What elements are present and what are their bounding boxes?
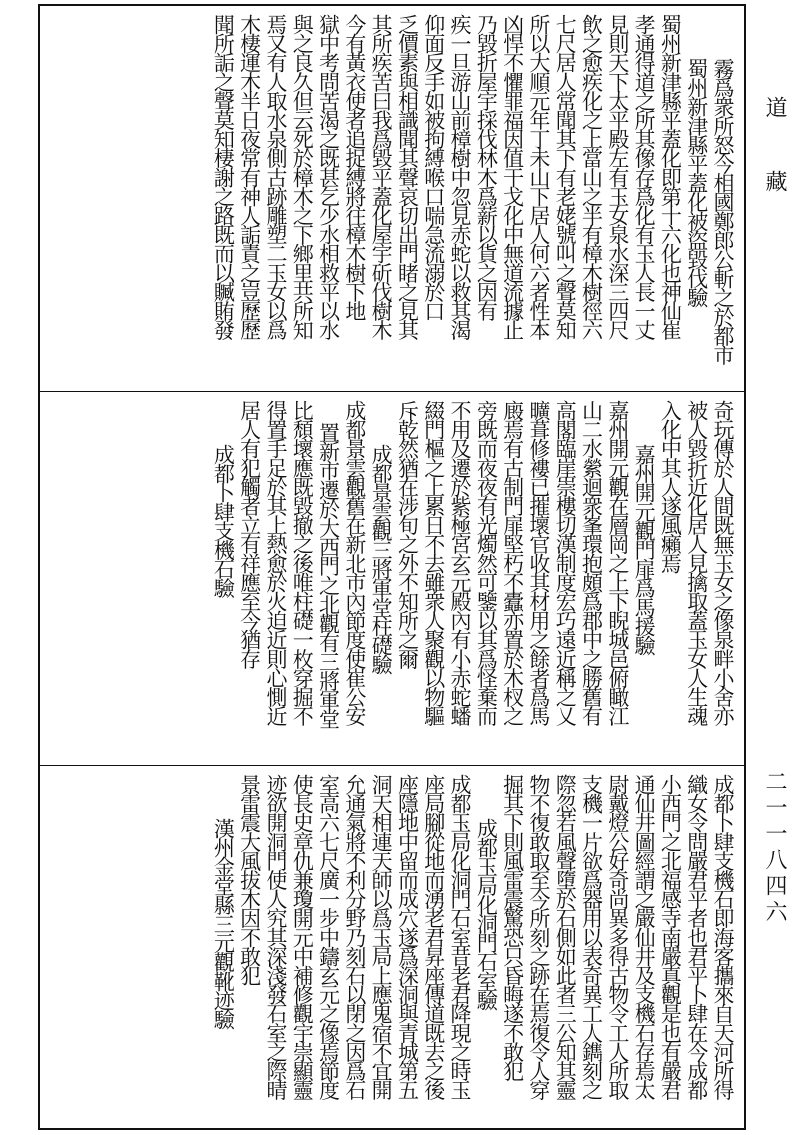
text-column: 獄中考問苦渴之既甚乞少水相救平以水 [316, 14, 341, 339]
section-heading: 成都景雲觀三將軍堂柱礎驗 [369, 444, 394, 674]
text-column: 廄焉有古制門扉堅朽不蠹亦置於木杈之 [500, 400, 525, 725]
text-column: 得置手足於其上熱愈於火迫近則心惻近 [263, 400, 288, 725]
text-column: 允通氣將不利分野乃刻石以閉之因爲石 [342, 774, 367, 1099]
text-column: 奇玩傳於人間既無玉女之像泉畔小舍亦 [711, 400, 735, 725]
text-column: 霧爲衆所怒今相國鄭郎公斬之於都市 [711, 58, 735, 364]
panel-middle [40, 391, 744, 763]
text-column: 焉又有人取水泉側古跡雕塑二玉女以爲 [263, 14, 288, 339]
panel-top [40, 6, 744, 389]
panel-middle-columns [48, 400, 736, 755]
section-heading: 漢州金堂縣三元觀靴迹驗 [211, 818, 236, 1029]
text-column: 掘其下則風雷震驚恐只昏晦遂不敢犯 [500, 774, 525, 1080]
text-column: 置新市遷於大西門之北觀有三將軍堂 [316, 422, 341, 728]
text-column: 物不復敢取至今所刻之跡在焉復令人穿 [526, 774, 551, 1099]
text-column: 飲之愈疾化之上當山之半有樟木樹徑六 [579, 14, 604, 339]
text-column: 聞所詬之聲莫知棲謝之路既而以贓賄發 [211, 14, 236, 339]
text-column: 疾一旦游山前樟樹中忽見赤蛇以救其渴 [448, 14, 473, 339]
text-column: 與之良久但云死於樟木之下鄉里共所知 [290, 14, 315, 339]
text-column: 洞天相連天師以爲玉局上應鬼宿不宜開 [369, 774, 394, 1099]
text-column: 小西門之北福感寺南嚴真觀是也有嚴君 [658, 774, 683, 1099]
text-column: 座局腳從地而湧老君昇座傳道既去之後 [421, 774, 446, 1099]
text-column: 被人毀折近化居人見擒取蓋玉女人生魂 [684, 400, 709, 725]
page-frame [38, 4, 746, 1130]
text-column: 七尺居人常聞其下有老姥號叫之聲莫知 [553, 14, 578, 339]
text-column: 支機一片欲爲器用以表奇異工人鐫刻之 [579, 774, 604, 1099]
text-column: 仰面反手如被拘縛喉口喘急流溺於口 [421, 14, 446, 320]
text-column: 乃毀折屋宇採伐林木爲薪以貨之因有 [474, 14, 499, 320]
text-column: 乏價素與相識聞其聲哀切出門睹之見其 [395, 14, 420, 339]
panel-bottom [40, 765, 744, 1128]
text-column: 木棲運木半日夜常有神人詬責之豈歷歷 [237, 14, 262, 339]
text-column: 使長史章仇兼瓊開元中補修觀宇崇顯靈 [290, 774, 315, 1099]
text-column: 高閣臨崖崇樓切漢制度宏巧遠近稱之乂 [553, 400, 578, 725]
section-heading: 蜀州新津縣平蓋化被盜毀伐驗 [684, 58, 709, 307]
text-column: 居人有犯觸者立有祥應至今猶存 [237, 400, 262, 668]
section-heading: 成都卜肆支機石驗 [211, 444, 236, 597]
text-column: 景雷震大風拔木因不敢犯 [237, 774, 262, 985]
text-column: 室高六七尺廣一步中鑄玄元之像焉節度 [316, 774, 341, 1099]
text-column: 今有黃衣使者追捉縛將往樟木樹下地 [342, 14, 367, 320]
text-column: 斥乾然猶在涉旬之外不知所之爾 [395, 400, 420, 668]
text-column: 所以大順元年丁未山下居人何六者性本 [526, 14, 551, 339]
text-column: 成都玉局化洞門石室昔老君降現之時玉 [448, 774, 473, 1099]
text-column: 見則天下太平殿左有玉女泉水深三四尺 [605, 14, 630, 339]
text-column: 山二水縈迴衆峯環抱頗爲郡中之勝舊有 [579, 400, 604, 725]
text-column: 凶悍不懼罪福因值干戈化中無道流據止 [500, 14, 525, 339]
text-column: 入化中其人遂風癩焉 [658, 400, 683, 572]
section-heading: 嘉州開元觀門扉爲馬援驗 [632, 444, 657, 655]
section-heading: 成都玉局化洞門石室驗 [474, 818, 499, 1010]
text-column: 成都景雲觀舊在新北市內節度使崔公安 [342, 400, 367, 725]
text-column: 蜀州新津縣平蓋化即第十六化也神仙崔 [658, 14, 683, 339]
text-column: 織女令問嚴君平者也君平卜肆在今成都 [684, 774, 709, 1099]
text-column: 迹欲開洞門使人究其深淺發石室之際晴 [263, 774, 288, 1099]
text-column: 旁既而夜夜有光燭然可鑒以其爲怪棄而 [474, 400, 499, 725]
text-column: 不用及遷於紫極宮玄元殿內有小赤蛇蟠 [448, 400, 473, 725]
page-number: 二一一八四六 [762, 770, 787, 926]
book-title: 道藏 [762, 96, 787, 244]
panel-bottom-columns [48, 774, 736, 1120]
text-column: 比頹壞應既毀撤之後唯柱礎一枚穿掘不 [290, 400, 315, 725]
text-column: 其所疾苦曰我爲毀平蓋化屋宇斫伐樹木 [369, 14, 394, 339]
text-column: 孝通得道之所其像存爲化有玉人長一丈 [632, 14, 657, 339]
text-column: 曠葺修褸已摧壞官收其材用之餘者爲馬 [526, 400, 551, 725]
text-column: 成都卜肆支機石即海客攜來自天河所得 [711, 774, 735, 1099]
text-column: 綴門樞之上累日不去雖衆人聚觀以物驅 [421, 400, 446, 725]
text-column: 座隱地中留而成穴遂爲深洞與青城第五 [395, 774, 420, 1099]
text-column: 通仙井圖經謂之嚴仙井及支機石存焉太 [632, 774, 657, 1099]
panel-top-columns [48, 14, 736, 381]
text-column: 嘉州開元觀在層岡之上下睨城邑俯瞰江 [605, 400, 630, 725]
text-column: 際忽若風聲墮於石側如此者三公知其靈 [553, 774, 578, 1099]
text-column: 尉戴燈公好奇尚異多得古物令工人所取 [605, 774, 630, 1099]
